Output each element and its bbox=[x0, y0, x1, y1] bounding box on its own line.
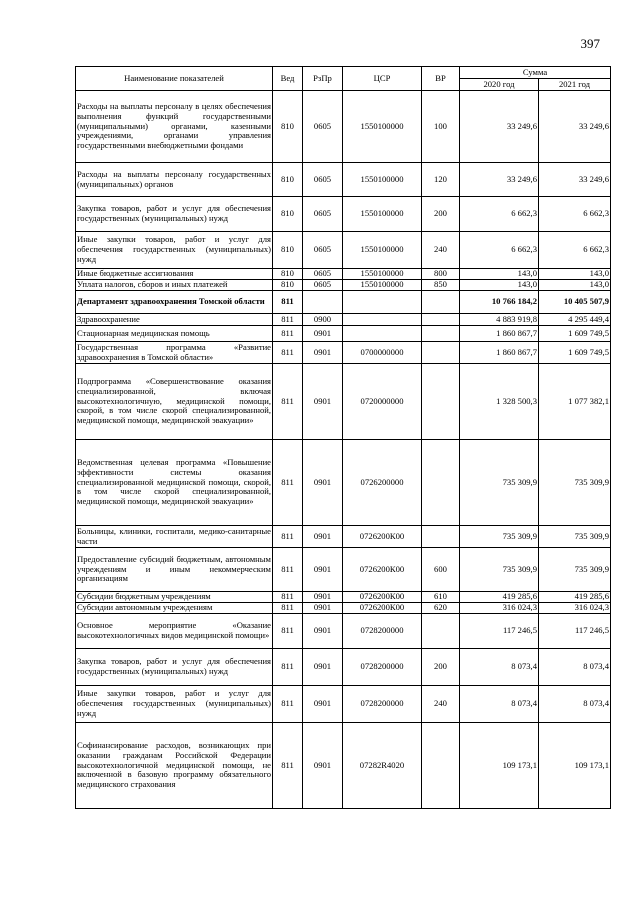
table-row bbox=[76, 592, 611, 603]
cell-ved: 811 bbox=[273, 526, 303, 548]
cell-name: Иные закупки товаров, работ и услуг для обеспечения государственных (муниципальных) нужд bbox=[76, 686, 273, 723]
header-csr: ЦСР bbox=[343, 67, 422, 91]
header-vr: ВР bbox=[422, 67, 460, 91]
cell-y2020: 33 249,6 bbox=[460, 163, 539, 197]
budget-table bbox=[75, 66, 611, 809]
cell-vr bbox=[422, 614, 460, 649]
cell-vr bbox=[422, 314, 460, 326]
cell-csr: 0700000000 bbox=[343, 342, 422, 364]
cell-ved: 810 bbox=[273, 232, 303, 269]
cell-name: Государственная программа «Развитие здравоохранения в Томской области» bbox=[77, 341, 271, 362]
cell-csr: 07282R4020 bbox=[343, 723, 422, 809]
cell-csr: 0728200000 bbox=[343, 686, 422, 723]
cell-vr bbox=[422, 526, 460, 548]
cell-ved: 811 bbox=[273, 326, 303, 342]
cell-ved: 811 bbox=[273, 686, 303, 723]
cell-csr: 1550100000 bbox=[343, 269, 422, 280]
cell-y2020: 735 309,9 bbox=[460, 548, 539, 592]
header-rzpr: РзПр bbox=[303, 67, 343, 91]
cell-rzpr bbox=[303, 291, 343, 314]
cell-y2021: 117 246,5 bbox=[539, 614, 611, 649]
table-row bbox=[76, 163, 611, 197]
table-row bbox=[76, 686, 611, 723]
cell-rzpr: 0901 bbox=[303, 592, 343, 603]
cell-rzpr: 0901 bbox=[303, 364, 343, 440]
cell-y2020: 1 328 500,3 bbox=[460, 364, 539, 440]
cell-y2020: 735 309,9 bbox=[460, 526, 539, 548]
table-row bbox=[76, 548, 611, 592]
table-row bbox=[76, 232, 611, 269]
cell-ved: 811 bbox=[273, 649, 303, 686]
cell-csr: 1550100000 bbox=[343, 232, 422, 269]
cell-y2020: 6 662,3 bbox=[460, 197, 539, 232]
cell-ved: 810 bbox=[273, 280, 303, 291]
header-ved: Вед bbox=[273, 67, 303, 91]
cell-rzpr: 0901 bbox=[303, 526, 343, 548]
cell-name: Софинансирование расходов, возникающих при оказании гражданам Российской Федерации высокотехнологичной медицинской помощи, не включенной в базовую программу обязательного медицинского страхования bbox=[76, 723, 273, 809]
cell-csr: 0728200000 bbox=[343, 614, 422, 649]
cell-vr: 610 bbox=[422, 592, 460, 603]
cell-vr: 100 bbox=[422, 91, 460, 163]
cell-ved: 811 bbox=[273, 314, 303, 326]
cell-vr: 200 bbox=[422, 649, 460, 686]
cell-rzpr: 0901 bbox=[303, 326, 343, 342]
cell-csr: 0726200К00 bbox=[343, 526, 422, 548]
cell-name: Субсидии бюджетным учреждениям bbox=[76, 592, 273, 603]
table-row bbox=[76, 197, 611, 232]
cell-rzpr: 0901 bbox=[303, 342, 343, 364]
cell-name: Закупка товаров, работ и услуг для обеспечения государственных (муниципальных) нужд bbox=[76, 197, 273, 232]
cell-csr: 1550100000 bbox=[343, 163, 422, 197]
cell-name: Закупка товаров, работ и услуг для обеспечения государственных (муниципальных) нужд bbox=[76, 649, 273, 686]
cell-vr: 240 bbox=[422, 232, 460, 269]
cell-rzpr: 0901 bbox=[303, 440, 343, 526]
cell-vr bbox=[422, 326, 460, 342]
table-row bbox=[76, 614, 611, 649]
cell-name: Ведомственная целевая программа «Повышение эффективности системы оказания специализированной медицинской помощи, скорой, в том числе скорой специализированной, медицинской помощи, медицинской эвакуации» bbox=[76, 440, 273, 526]
cell-y2021: 316 024,3 bbox=[539, 603, 611, 614]
cell-y2021: 33 249,6 bbox=[539, 163, 611, 197]
cell-name: Уплата налогов, сборов и иных платежей bbox=[76, 280, 273, 291]
cell-y2021: 4 295 449,4 bbox=[539, 314, 611, 326]
cell-ved: 811 bbox=[273, 723, 303, 809]
cell-name: Иные закупки товаров, работ и услуг для обеспечения государственных (муниципальных) нужд bbox=[76, 232, 273, 269]
cell-ved: 811 bbox=[273, 440, 303, 526]
cell-vr: 240 bbox=[422, 686, 460, 723]
cell-y2021: 6 662,3 bbox=[539, 232, 611, 269]
cell-y2020: 33 249,6 bbox=[460, 91, 539, 163]
cell-y2021: 143,0 bbox=[539, 269, 611, 280]
cell-csr: 0726200К00 bbox=[343, 548, 422, 592]
table-row bbox=[76, 526, 611, 548]
header-2021: 2021 год bbox=[539, 79, 611, 91]
cell-name: Расходы на выплаты персоналу государственных (муниципальных) органов bbox=[76, 163, 273, 197]
page-number: 397 bbox=[580, 36, 600, 51]
cell-y2020: 6 662,3 bbox=[460, 232, 539, 269]
cell-y2021: 10 405 507,9 bbox=[539, 291, 611, 314]
cell-name: Стационарная медицинская помощь bbox=[76, 326, 273, 342]
cell-csr bbox=[343, 326, 422, 342]
cell-vr bbox=[422, 440, 460, 526]
cell-y2020: 316 024,3 bbox=[460, 603, 539, 614]
cell-y2021: 8 073,4 bbox=[539, 649, 611, 686]
cell-vr bbox=[422, 723, 460, 809]
cell-rzpr: 0901 bbox=[303, 649, 343, 686]
cell-name: Основное мероприятие «Оказание высокотехнологичных видов медицинской помощи» bbox=[76, 614, 273, 649]
cell-rzpr: 0605 bbox=[303, 91, 343, 163]
cell-y2021: 1 609 749,5 bbox=[539, 326, 611, 342]
cell-y2020: 8 073,4 bbox=[460, 686, 539, 723]
cell-y2020: 143,0 bbox=[460, 269, 539, 280]
table-row bbox=[76, 280, 611, 291]
cell-csr: 0726200К00 bbox=[343, 592, 422, 603]
cell-name: Расходы на выплаты персоналу в целях обеспечения выполнения функций государственными (муниципальными) органами, казенными учреждениями, органами управления государственными внебюджетными фондами bbox=[76, 91, 273, 163]
cell-name: Подпрограмма «Совершенствование оказания специализированной, включая высокотехнологичную, медицинской помощи, скорой, в том числе скорой специализированной, медицинской помощи, медицинской эвакуации» bbox=[76, 364, 273, 440]
cell-name: Предоставление субсидий бюджетным, автономным учреждениям и иным некоммерческим организациям bbox=[76, 548, 273, 592]
cell-csr: 1550100000 bbox=[343, 197, 422, 232]
cell-y2020: 735 309,9 bbox=[460, 440, 539, 526]
cell-vr: 800 bbox=[422, 269, 460, 280]
cell-y2020: 419 285,6 bbox=[460, 592, 539, 603]
cell-ved: 810 bbox=[273, 197, 303, 232]
cell-y2020: 1 860 867,7 bbox=[460, 342, 539, 364]
table-row bbox=[76, 314, 611, 326]
cell-y2020: 8 073,4 bbox=[460, 649, 539, 686]
cell-y2021: 6 662,3 bbox=[539, 197, 611, 232]
cell-rzpr: 0605 bbox=[303, 163, 343, 197]
header-sum: Сумма bbox=[460, 67, 611, 79]
cell-vr: 200 bbox=[422, 197, 460, 232]
table-row bbox=[76, 649, 611, 686]
cell-vr: 600 bbox=[422, 548, 460, 592]
cell-name: Субсидии автономным учреждениям bbox=[76, 603, 273, 614]
cell-y2020: 117 246,5 bbox=[460, 614, 539, 649]
cell-y2021: 33 249,6 bbox=[539, 91, 611, 163]
cell-rzpr: 0605 bbox=[303, 280, 343, 291]
cell-y2021: 735 309,9 bbox=[539, 548, 611, 592]
cell-ved: 811 bbox=[273, 592, 303, 603]
cell-y2021: 735 309,9 bbox=[539, 440, 611, 526]
cell-vr bbox=[422, 291, 460, 314]
table-row bbox=[76, 269, 611, 280]
table-row bbox=[76, 603, 611, 614]
cell-csr: 1550100000 bbox=[343, 91, 422, 163]
cell-y2021: 109 173,1 bbox=[539, 723, 611, 809]
cell-csr: 0728200000 bbox=[343, 649, 422, 686]
table-row bbox=[76, 440, 611, 526]
cell-ved: 810 bbox=[273, 91, 303, 163]
cell-ved: 810 bbox=[273, 269, 303, 280]
cell-vr bbox=[422, 342, 460, 364]
cell-ved: 811 bbox=[273, 548, 303, 592]
cell-y2021: 419 285,6 bbox=[539, 592, 611, 603]
cell-csr: 1550100000 bbox=[343, 280, 422, 291]
cell-ved: 811 bbox=[273, 614, 303, 649]
cell-y2020: 4 883 919,8 bbox=[460, 314, 539, 326]
table-row bbox=[76, 291, 611, 314]
cell-ved: 810 bbox=[273, 163, 303, 197]
cell-csr: 0726200000 bbox=[343, 440, 422, 526]
cell-y2021: 1 609 749,5 bbox=[539, 342, 611, 364]
header-2020: 2020 год bbox=[460, 79, 539, 91]
cell-name: Департамент здравоохранения Томской области bbox=[76, 291, 273, 314]
table-row bbox=[76, 91, 611, 163]
cell-y2020: 10 766 184,2 bbox=[460, 291, 539, 314]
cell-y2021: 735 309,9 bbox=[539, 526, 611, 548]
cell-csr bbox=[343, 314, 422, 326]
cell-rzpr: 0900 bbox=[303, 314, 343, 326]
cell-ved: 811 bbox=[273, 603, 303, 614]
cell-rzpr: 0901 bbox=[303, 548, 343, 592]
cell-ved: 811 bbox=[273, 342, 303, 364]
header-name: Наименование показателей bbox=[76, 67, 273, 91]
table-row bbox=[76, 364, 611, 440]
cell-name: Здравоохранение bbox=[76, 314, 273, 326]
cell-rzpr: 0605 bbox=[303, 232, 343, 269]
cell-name: Больницы, клиники, госпитали, медико-санитарные части bbox=[77, 525, 271, 546]
cell-y2021: 143,0 bbox=[539, 280, 611, 291]
cell-csr: 0720000000 bbox=[343, 364, 422, 440]
table-row bbox=[76, 326, 611, 342]
cell-y2020: 1 860 867,7 bbox=[460, 326, 539, 342]
cell-vr: 120 bbox=[422, 163, 460, 197]
cell-csr bbox=[343, 291, 422, 314]
cell-rzpr: 0901 bbox=[303, 723, 343, 809]
table-row bbox=[76, 342, 611, 364]
cell-csr: 0726200К00 bbox=[343, 603, 422, 614]
cell-rzpr: 0901 bbox=[303, 614, 343, 649]
cell-y2020: 143,0 bbox=[460, 280, 539, 291]
cell-rzpr: 0901 bbox=[303, 686, 343, 723]
table-body bbox=[76, 91, 611, 809]
cell-ved: 811 bbox=[273, 291, 303, 314]
cell-vr: 850 bbox=[422, 280, 460, 291]
table-row bbox=[76, 723, 611, 809]
cell-name: Иные бюджетные ассигнования bbox=[76, 269, 273, 280]
cell-y2021: 8 073,4 bbox=[539, 686, 611, 723]
cell-ved: 811 bbox=[273, 364, 303, 440]
cell-rzpr: 0605 bbox=[303, 269, 343, 280]
cell-vr bbox=[422, 364, 460, 440]
cell-rzpr: 0605 bbox=[303, 197, 343, 232]
cell-vr: 620 bbox=[422, 603, 460, 614]
cell-y2020: 109 173,1 bbox=[460, 723, 539, 809]
cell-rzpr: 0901 bbox=[303, 603, 343, 614]
cell-y2021: 1 077 382,1 bbox=[539, 364, 611, 440]
